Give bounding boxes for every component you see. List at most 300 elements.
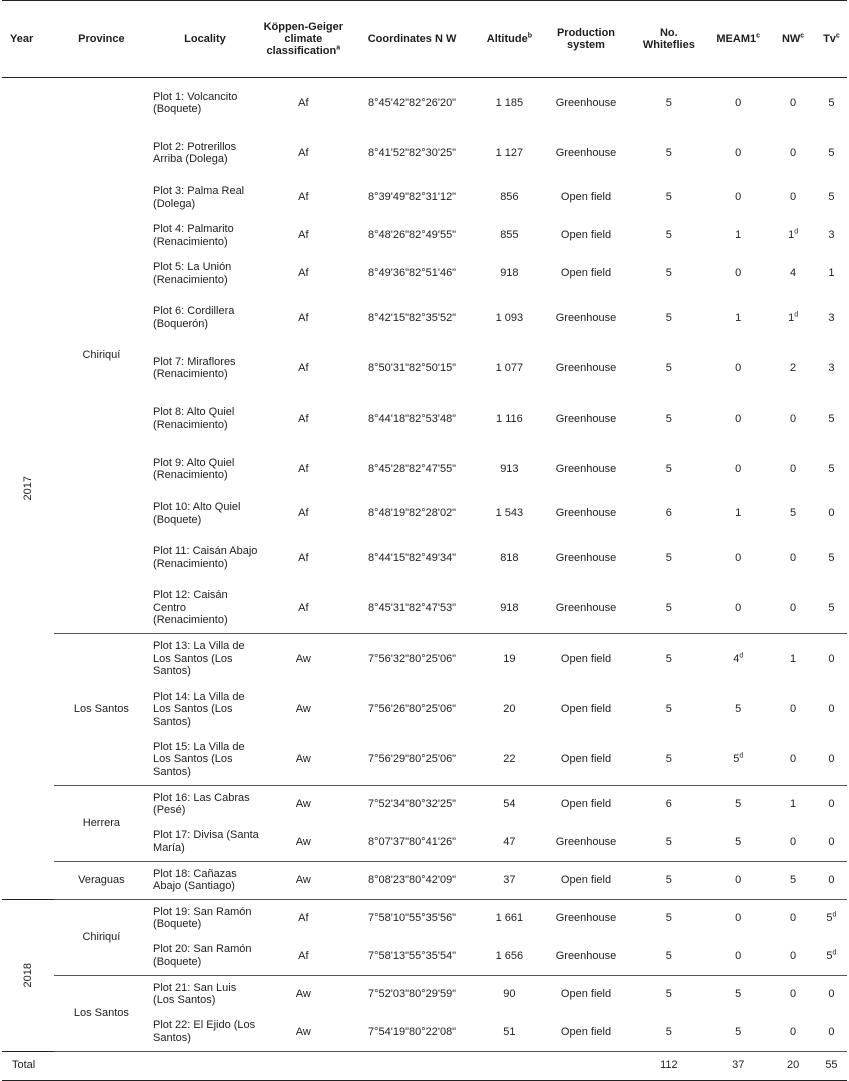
locality-cell bbox=[149, 533, 261, 584]
climate-cell-value: Aw bbox=[295, 873, 311, 886]
coordinates-cell-value: 8°07'37"80°41'26" bbox=[367, 835, 457, 848]
whiteflies-cell-value: 6 bbox=[665, 507, 672, 520]
nw-cell bbox=[770, 179, 816, 217]
whiteflies-cell-value: 5 bbox=[665, 753, 672, 766]
tv-cell-value: 5 bbox=[828, 147, 835, 159]
locality-cell-value: Plot 5: La Unión (Renacimiento) bbox=[153, 261, 232, 286]
locality-cell bbox=[149, 293, 261, 344]
whiteflies-cell-value: 5 bbox=[665, 362, 672, 374]
nw-cell-value: 4 bbox=[790, 267, 797, 280]
climate-cell-value: Af bbox=[298, 412, 309, 425]
nw-cell bbox=[770, 128, 816, 179]
climate-cell bbox=[261, 684, 346, 735]
coordinates-cell-value: 7°54'19"80°22'08" bbox=[367, 1025, 457, 1038]
nw-cell-value: 0 bbox=[790, 191, 797, 204]
nw-cell bbox=[770, 937, 816, 975]
meam1-cell bbox=[706, 937, 770, 975]
nw-cell bbox=[770, 684, 816, 735]
whiteflies-cell-value: 5 bbox=[665, 988, 672, 1000]
whiteflies-cell bbox=[632, 495, 707, 533]
whiteflies-cell-value: 5 bbox=[665, 873, 672, 886]
production-cell bbox=[540, 179, 631, 217]
whiteflies-cell bbox=[632, 1013, 707, 1051]
climate-cell bbox=[261, 217, 346, 255]
altitude-cell bbox=[478, 343, 540, 394]
whiteflies-cell-value: 5 bbox=[665, 912, 672, 924]
altitude-cell bbox=[478, 293, 540, 344]
whiteflies-cell bbox=[632, 937, 707, 975]
meam1-cell-value: 5 bbox=[735, 703, 742, 715]
nw-cell-value: 0 bbox=[790, 835, 797, 848]
tv-cell-value: 5 bbox=[828, 551, 835, 564]
altitude-cell bbox=[478, 128, 540, 179]
altitude-cell-value: 37 bbox=[503, 873, 516, 886]
altitude-cell-value: 19 bbox=[503, 652, 516, 665]
tv-cell-value: 0 bbox=[828, 652, 835, 665]
altitude-cell bbox=[478, 78, 540, 129]
locality-cell bbox=[149, 735, 261, 786]
climate-cell-value: Aw bbox=[295, 835, 311, 848]
altitude-cell-value: 47 bbox=[503, 835, 516, 848]
production-cell bbox=[540, 128, 631, 179]
coordinates-cell bbox=[346, 823, 479, 861]
altitude-cell-value: 1 116 bbox=[496, 412, 523, 425]
header-tv: Tv$^c$ bbox=[816, 1, 847, 78]
year-cell bbox=[2, 899, 54, 1051]
coordinates-cell bbox=[346, 343, 479, 394]
tv-cell bbox=[816, 343, 847, 394]
climate-cell-value: Af bbox=[298, 912, 309, 924]
header-province: Province bbox=[54, 1, 149, 78]
climate-cell bbox=[261, 899, 346, 937]
coordinates-cell-value: 7°58'13"55°35'54" bbox=[367, 949, 457, 962]
climate-cell-value: Aw bbox=[295, 988, 311, 1000]
locality-cell bbox=[149, 217, 261, 255]
year-label: 2017 bbox=[21, 476, 34, 501]
meam1-cell bbox=[706, 128, 770, 179]
coordinates-cell bbox=[346, 179, 479, 217]
tv-cell bbox=[816, 583, 847, 634]
meam1-cell bbox=[706, 255, 770, 293]
coordinates-cell bbox=[346, 937, 479, 975]
whiteflies-cell bbox=[632, 684, 707, 735]
whiteflies-cell bbox=[632, 179, 707, 217]
tv-cell-value: 0 bbox=[828, 1025, 835, 1038]
climate-cell bbox=[261, 937, 346, 975]
tv-cell-value: 5 bbox=[826, 949, 833, 962]
table-row bbox=[2, 78, 847, 129]
whiteflies-cell-value: 5 bbox=[665, 652, 672, 665]
tv-cell bbox=[816, 684, 847, 735]
whiteflies-cell bbox=[632, 735, 707, 786]
total-tv: 55 bbox=[816, 1051, 847, 1080]
meam1-cell bbox=[706, 293, 770, 344]
whiteflies-cell bbox=[632, 394, 707, 445]
meam1-cell-value: 1 bbox=[735, 229, 742, 242]
climate-cell bbox=[261, 735, 346, 786]
altitude-cell bbox=[478, 975, 540, 1013]
tv-cell-value: 0 bbox=[828, 753, 835, 766]
altitude-cell-value: 20 bbox=[503, 703, 516, 715]
production-cell bbox=[540, 1013, 631, 1051]
whiteflies-cell bbox=[632, 128, 707, 179]
climate-cell-value: Af bbox=[298, 601, 309, 614]
whiteflies-cell bbox=[632, 533, 707, 584]
production-cell-value: Greenhouse bbox=[555, 601, 617, 614]
nw-cell bbox=[770, 217, 816, 255]
production-cell-value: Open field bbox=[560, 753, 612, 766]
altitude-cell bbox=[478, 495, 540, 533]
tv-cell-value: 0 bbox=[828, 703, 835, 715]
whiteflies-cell bbox=[632, 293, 707, 344]
locality-cell bbox=[149, 394, 261, 445]
coordinates-cell bbox=[346, 255, 479, 293]
locality-cell-value: Plot 15: La Villa de Los Santos (Los Santos) bbox=[153, 740, 245, 778]
climate-cell-value: Af bbox=[298, 96, 309, 109]
tv-cell-value: 0 bbox=[828, 835, 835, 848]
altitude-cell-value: 1 185 bbox=[495, 96, 524, 109]
production-cell-value: Greenhouse bbox=[555, 412, 617, 425]
nw-cell-value: 1 bbox=[788, 229, 795, 242]
table-row bbox=[2, 861, 847, 899]
production-cell bbox=[540, 684, 631, 735]
whiteflies-cell bbox=[632, 975, 707, 1013]
altitude-cell bbox=[478, 785, 540, 823]
whiteflies-cell-value: 5 bbox=[665, 96, 672, 109]
coordinates-cell-value: 8°45'31"82°47'53" bbox=[367, 601, 457, 614]
nw-cell-value: 0 bbox=[790, 96, 797, 109]
whiteflies-cell-value: 5 bbox=[665, 412, 672, 425]
nw-cell-value: 0 bbox=[790, 412, 797, 425]
year-cell bbox=[2, 78, 54, 900]
nw-cell-value: 5 bbox=[790, 507, 797, 520]
coordinates-cell-value: 8°44'15"82°49'34" bbox=[367, 551, 457, 564]
meam1-cell-value: 0 bbox=[735, 873, 742, 886]
meam1-cell bbox=[706, 78, 770, 129]
header-altitude: Altitude$^b$ bbox=[478, 1, 540, 78]
nw-cell-value: 0 bbox=[790, 703, 797, 715]
coordinates-cell-value: 8°39'49"82°31'12" bbox=[367, 191, 457, 204]
nw-cell-value: 0 bbox=[790, 463, 797, 475]
coordinates-cell bbox=[346, 975, 479, 1013]
altitude-cell bbox=[478, 1013, 540, 1051]
nw-cell-value: 0 bbox=[790, 601, 797, 614]
nw-cell bbox=[770, 343, 816, 394]
production-cell-value: Greenhouse bbox=[555, 949, 617, 962]
production-cell-value: Greenhouse bbox=[555, 835, 617, 848]
tv-cell-value: 3 bbox=[828, 229, 835, 242]
meam1-cell-value: 1 bbox=[735, 507, 742, 520]
locality-cell-value: Plot 9: Alto Quiel (Renacimiento) bbox=[153, 456, 235, 482]
coordinates-cell-value: 8°08'23"80°42'09" bbox=[367, 873, 457, 886]
coordinates-cell-value: 8°45'28"82°47'55" bbox=[367, 463, 457, 475]
climate-cell bbox=[261, 861, 346, 899]
production-cell bbox=[540, 937, 631, 975]
province-cell: Veraguas bbox=[54, 861, 149, 899]
meam1-cell-value: 0 bbox=[735, 147, 742, 159]
coordinates-cell-value: 7°56'26"80°25'06" bbox=[367, 703, 457, 715]
coordinates-cell bbox=[346, 583, 479, 634]
production-cell-value: Open field bbox=[560, 229, 612, 242]
climate-cell bbox=[261, 495, 346, 533]
tv-cell bbox=[816, 861, 847, 899]
table-row bbox=[2, 634, 847, 685]
production-cell bbox=[540, 495, 631, 533]
meam1-cell bbox=[706, 735, 770, 786]
nw-cell-value: 0 bbox=[790, 949, 797, 962]
meam1-cell-value: 0 bbox=[735, 949, 742, 962]
whiteflies-cell bbox=[632, 899, 707, 937]
coordinates-cell-value: 7°52'34"80°32'25" bbox=[367, 798, 457, 810]
production-cell bbox=[540, 533, 631, 584]
production-cell bbox=[540, 293, 631, 344]
locality-cell bbox=[149, 634, 261, 685]
locality-cell-value: Plot 20: San Ramón (Boquete) bbox=[153, 943, 252, 968]
coordinates-cell-value: 7°56'29"80°25'06" bbox=[367, 753, 457, 766]
climate-cell-value: Af bbox=[298, 463, 309, 475]
locality-cell-value: Plot 2: Potrerillos Arriba (Dolega) bbox=[153, 140, 237, 166]
meam1-cell bbox=[706, 495, 770, 533]
tv-cell bbox=[816, 634, 847, 685]
whiteflies-cell bbox=[632, 255, 707, 293]
meam1-cell bbox=[706, 899, 770, 937]
meam1-cell bbox=[706, 343, 770, 394]
coordinates-cell bbox=[346, 899, 479, 937]
nw-cell-value: 0 bbox=[790, 147, 797, 159]
production-cell-value: Open field bbox=[560, 652, 612, 665]
whiteflies-cell bbox=[632, 785, 707, 823]
tv-cell-value: 3 bbox=[828, 311, 835, 324]
production-cell-value: Greenhouse bbox=[555, 147, 617, 159]
locality-cell bbox=[149, 255, 261, 293]
production-cell-value: Open field bbox=[560, 988, 612, 1000]
climate-cell-value: Af bbox=[298, 551, 309, 564]
production-cell-value: Open field bbox=[560, 1025, 612, 1038]
tv-cell-value: 0 bbox=[828, 798, 835, 810]
meam1-cell-value: 0 bbox=[735, 96, 742, 109]
province-cell: Chiriquí bbox=[54, 78, 149, 634]
production-cell-value: Greenhouse bbox=[555, 96, 617, 109]
meam1-cell-value: 5 bbox=[735, 988, 742, 1000]
altitude-cell-value: 1 661 bbox=[495, 912, 524, 924]
coordinates-cell-value: 7°52'03"80°29'59" bbox=[367, 988, 457, 1000]
locality-cell-value: Plot 13: La Villa de Los Santos (Los Santos) bbox=[153, 640, 245, 678]
table-row bbox=[2, 975, 847, 1013]
footnote-mark: d bbox=[832, 911, 837, 919]
header-meam1: MEAM1$^c$ bbox=[706, 1, 770, 78]
nw-cell bbox=[770, 394, 816, 445]
whiteflies-cell-value: 5 bbox=[665, 463, 672, 475]
coordinates-cell bbox=[346, 533, 479, 584]
header-climate: Köppen-Geiger climate classification$^a$ bbox=[261, 1, 346, 78]
meam1-cell bbox=[706, 533, 770, 584]
total-meam1: 37 bbox=[706, 1051, 770, 1080]
production-cell-value: Open field bbox=[560, 798, 612, 810]
altitude-cell-value: 855 bbox=[500, 229, 519, 242]
production-cell bbox=[540, 899, 631, 937]
coordinates-cell bbox=[346, 634, 479, 685]
locality-cell bbox=[149, 179, 261, 217]
altitude-cell bbox=[478, 179, 540, 217]
whiteflies-cell-value: 5 bbox=[665, 601, 672, 614]
altitude-cell-value: 1 656 bbox=[495, 949, 524, 962]
meam1-cell-value: 0 bbox=[735, 412, 742, 425]
tv-cell-value: 5 bbox=[828, 96, 835, 109]
locality-cell-value: Plot 21: San Luis (Los Santos) bbox=[153, 981, 237, 1007]
climate-cell-value: Aw bbox=[295, 652, 311, 665]
tv-cell bbox=[816, 533, 847, 584]
nw-cell bbox=[770, 255, 816, 293]
locality-cell-value: Plot 10: Alto Quiel (Boquete) bbox=[153, 501, 241, 526]
climate-cell bbox=[261, 533, 346, 584]
altitude-cell bbox=[478, 444, 540, 495]
tv-cell-value: 5 bbox=[828, 412, 835, 425]
locality-cell-value: Plot 6: Cordillera (Boquerón) bbox=[153, 305, 235, 330]
altitude-cell bbox=[478, 255, 540, 293]
altitude-cell-value: 913 bbox=[500, 463, 519, 475]
locality-cell bbox=[149, 975, 261, 1013]
coordinates-cell bbox=[346, 1013, 479, 1051]
locality-cell bbox=[149, 899, 261, 937]
nw-cell-value: 2 bbox=[790, 362, 797, 374]
footnote-mark: d bbox=[832, 948, 837, 956]
locality-cell bbox=[149, 128, 261, 179]
production-cell bbox=[540, 444, 631, 495]
altitude-cell bbox=[478, 937, 540, 975]
footnote-mark: d bbox=[739, 752, 744, 760]
locality-cell-value: Plot 16: Las Cabras (Pesé) bbox=[153, 791, 250, 817]
climate-cell bbox=[261, 128, 346, 179]
production-cell-value: Greenhouse bbox=[555, 507, 617, 520]
tv-cell bbox=[816, 495, 847, 533]
coordinates-cell-value: 8°48'19"82°28'02" bbox=[367, 507, 457, 520]
production-cell bbox=[540, 823, 631, 861]
whiteflies-cell bbox=[632, 343, 707, 394]
locality-cell-value: Plot 8: Alto Quiel (Renacimiento) bbox=[153, 406, 235, 431]
locality-cell bbox=[149, 495, 261, 533]
locality-cell bbox=[149, 78, 261, 129]
nw-cell bbox=[770, 495, 816, 533]
production-cell-value: Greenhouse bbox=[555, 311, 617, 324]
climate-cell-value: Af bbox=[298, 229, 309, 242]
tv-cell bbox=[816, 823, 847, 861]
tv-cell-value: 5 bbox=[828, 463, 835, 475]
nw-cell bbox=[770, 823, 816, 861]
meam1-cell-value: 0 bbox=[735, 362, 742, 374]
meam1-cell-value: 5 bbox=[735, 1025, 742, 1038]
whiteflies-cell bbox=[632, 861, 707, 899]
locality-cell-value: Plot 22: El Ejido (Los Santos) bbox=[153, 1019, 256, 1044]
whiteflies-cell-value: 5 bbox=[665, 147, 672, 159]
locality-cell-value: Plot 14: La Villa de Los Santos (Los Santos) bbox=[153, 690, 245, 728]
nw-cell-value: 1 bbox=[790, 798, 797, 810]
meam1-cell bbox=[706, 634, 770, 685]
province-cell: Herrera bbox=[54, 785, 149, 861]
nw-cell bbox=[770, 899, 816, 937]
header-nw: $NW^c$ bbox=[770, 1, 816, 78]
nw-cell-value: 1 bbox=[788, 311, 795, 324]
climate-cell-value: Af bbox=[298, 949, 309, 962]
climate-cell-value: Aw bbox=[295, 703, 311, 715]
altitude-cell-value: 51 bbox=[503, 1025, 516, 1038]
meam1-cell-value: 1 bbox=[735, 311, 742, 324]
footnote-mark: d bbox=[794, 310, 799, 318]
climate-cell bbox=[261, 1013, 346, 1051]
tv-cell-value: 5 bbox=[828, 191, 835, 204]
altitude-cell bbox=[478, 394, 540, 445]
tv-cell bbox=[816, 444, 847, 495]
tv-cell-value: 0 bbox=[828, 507, 835, 520]
climate-cell bbox=[261, 975, 346, 1013]
production-cell-value: Open field bbox=[560, 873, 612, 886]
footnote-mark: d bbox=[794, 228, 799, 236]
meam1-cell bbox=[706, 823, 770, 861]
nw-cell-value: 0 bbox=[790, 912, 797, 924]
whiteflies-cell bbox=[632, 823, 707, 861]
coordinates-cell-value: 7°56'32"80°25'06" bbox=[367, 652, 457, 665]
climate-cell-value: Af bbox=[298, 147, 309, 159]
whiteflies-cell-value: 5 bbox=[665, 1025, 672, 1038]
climate-cell bbox=[261, 293, 346, 344]
nw-cell-value: 0 bbox=[790, 1025, 797, 1038]
tv-cell-value: 0 bbox=[828, 873, 835, 886]
production-cell-value: Greenhouse bbox=[555, 551, 617, 564]
whiteflies-cell-value: 5 bbox=[665, 949, 672, 962]
locality-cell-value: Plot 19: San Ramón (Boquete) bbox=[153, 905, 252, 931]
whiteflies-cell bbox=[632, 444, 707, 495]
year-label: 2018 bbox=[21, 962, 34, 988]
meam1-cell bbox=[706, 785, 770, 823]
altitude-cell bbox=[478, 899, 540, 937]
total-row bbox=[2, 1051, 847, 1080]
meam1-cell bbox=[706, 861, 770, 899]
altitude-cell-value: 90 bbox=[503, 988, 516, 1000]
meam1-cell bbox=[706, 583, 770, 634]
nw-cell-value: 1 bbox=[790, 652, 797, 665]
province-cell: Chiriquí bbox=[54, 899, 149, 975]
climate-cell bbox=[261, 583, 346, 634]
production-cell bbox=[540, 255, 631, 293]
altitude-cell bbox=[478, 684, 540, 735]
whiteflies-cell bbox=[632, 78, 707, 129]
climate-cell-value: Aw bbox=[295, 798, 311, 810]
tv-cell bbox=[816, 785, 847, 823]
altitude-cell bbox=[478, 634, 540, 685]
production-cell bbox=[540, 583, 631, 634]
header-locality: Locality bbox=[149, 1, 261, 78]
total-nw: 20 bbox=[770, 1051, 816, 1080]
nw-cell bbox=[770, 444, 816, 495]
locality-cell-value: Plot 17: Divisa (Santa María) bbox=[153, 829, 259, 854]
tv-cell bbox=[816, 128, 847, 179]
nw-cell-value: 0 bbox=[790, 988, 797, 1000]
locality-cell-value: Plot 18: Cañazas Abajo (Santiago) bbox=[153, 867, 237, 892]
production-cell-value: Open field bbox=[560, 191, 612, 204]
locality-cell-value: Plot 1: Volcancito (Boquete) bbox=[153, 90, 238, 115]
tv-cell bbox=[816, 78, 847, 129]
production-cell bbox=[540, 975, 631, 1013]
tv-cell-value: 5 bbox=[828, 601, 835, 614]
locality-cell-value: Plot 7: Miraflores (Renacimiento) bbox=[153, 355, 236, 381]
header-whiteflies: No. Whiteflies bbox=[632, 1, 707, 78]
meam1-cell-value: 0 bbox=[735, 267, 742, 280]
nw-cell bbox=[770, 735, 816, 786]
climate-cell bbox=[261, 179, 346, 217]
meam1-cell-value: 0 bbox=[735, 191, 742, 204]
climate-cell bbox=[261, 444, 346, 495]
climate-cell bbox=[261, 394, 346, 445]
tv-cell bbox=[816, 179, 847, 217]
